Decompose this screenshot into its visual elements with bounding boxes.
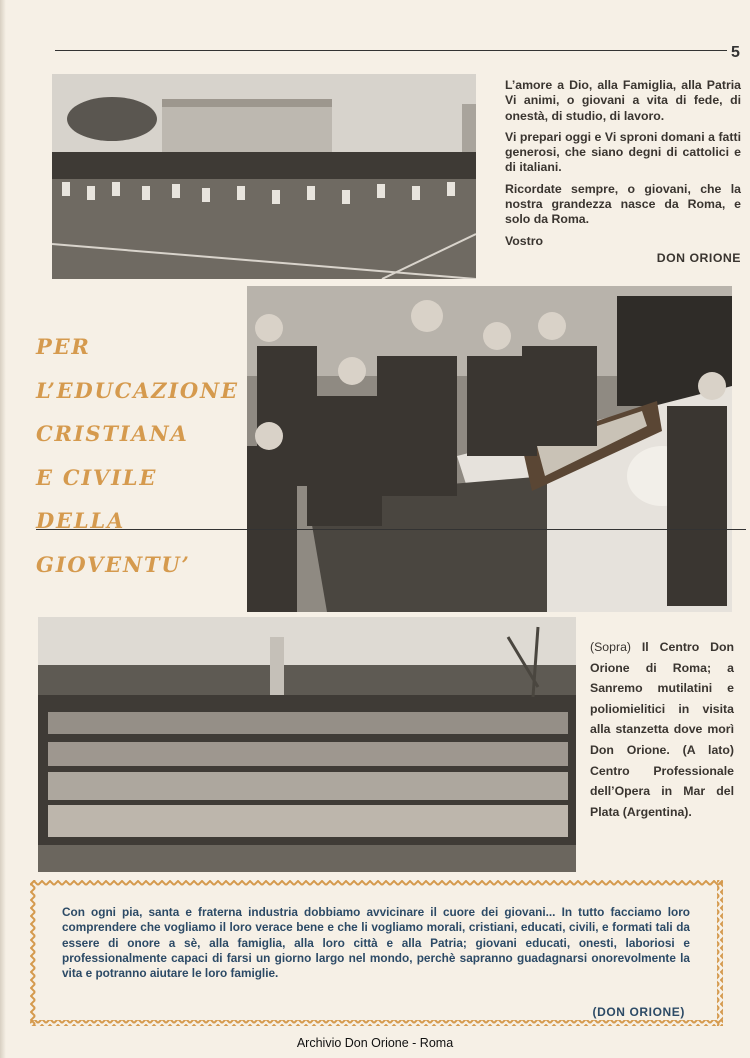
photo-caption <box>590 637 734 822</box>
page-spine <box>0 0 6 1058</box>
quote-signoff: Vostro <box>505 233 544 248</box>
caption-above-marker: (Sopra) <box>590 640 632 654</box>
caption-side-marker: (A lato) <box>682 742 734 757</box>
photo-sports-field <box>52 74 476 279</box>
page-number: 5 <box>731 44 740 61</box>
headline-line-6: GIOVENTU’ <box>36 551 191 577</box>
photo-group-mar-del-plata <box>38 617 576 872</box>
photo-boys-visit-room <box>247 286 732 612</box>
headline <box>36 325 239 586</box>
caption-above-text: Il Centro Don Orione di Roma; a Sanremo mutilatini e poliomielitici in visita alla stanzetta dove morì Don Orione. <box>590 640 734 757</box>
top-rule <box>55 50 727 51</box>
quote-author: DON ORIONE <box>656 250 741 265</box>
framed-quote-text: Con ogni pia, santa e fraterna industria dobbiamo avvicinare il cuore dei giovani... In tutto facciamo loro comprendere che vogliamo il loro verace bene e che li vogliamo morali, cristiani, educati, civili, e formati tali da essere di onore a sè, alla famiglia, alla loro città e alla Patria; giovani educati, onesti, laboriosi e professionalmente capaci di farsi un giorno largo nel mondo, perchè sapranno guadagnarsi onorevolmente la vita e potranno aiutare le loro famiglie. <box>62 905 690 981</box>
headline-line-4: E CIVILE <box>36 464 158 490</box>
quote-paragraph-2: Vi prepari oggi e Vi sproni domani a fatti generosi, che siano degni di cattolici e di italiani. <box>505 129 741 175</box>
caption-side-text: Centro Professionale dell’Opera in Mar del Plata (Argentina). <box>590 763 734 819</box>
headline-line-5: DELLA <box>36 508 126 533</box>
headline-line-1: PER <box>36 334 91 359</box>
headline-line-3: CRISTIANA <box>36 421 189 446</box>
quote-paragraph-1: L’amore a Dio, alla Famiglia, alla Patria Vi animi, o giovani a vita di fede, di onestà, di studio, di lavoro. <box>505 78 741 123</box>
quote-paragraph-3: Ricordate sempre, o giovani, che la nostra grandezza nasce da Roma, e solo da Roma. <box>505 181 741 227</box>
don-orione-quote <box>505 78 741 266</box>
framed-quote-author: (DON ORIONE) <box>592 1005 685 1019</box>
headline-rule <box>36 529 746 530</box>
headline-line-2: L’EDUCAZIONE <box>36 377 239 403</box>
archive-footer: Archivio Don Orione - Roma <box>296 1036 454 1050</box>
